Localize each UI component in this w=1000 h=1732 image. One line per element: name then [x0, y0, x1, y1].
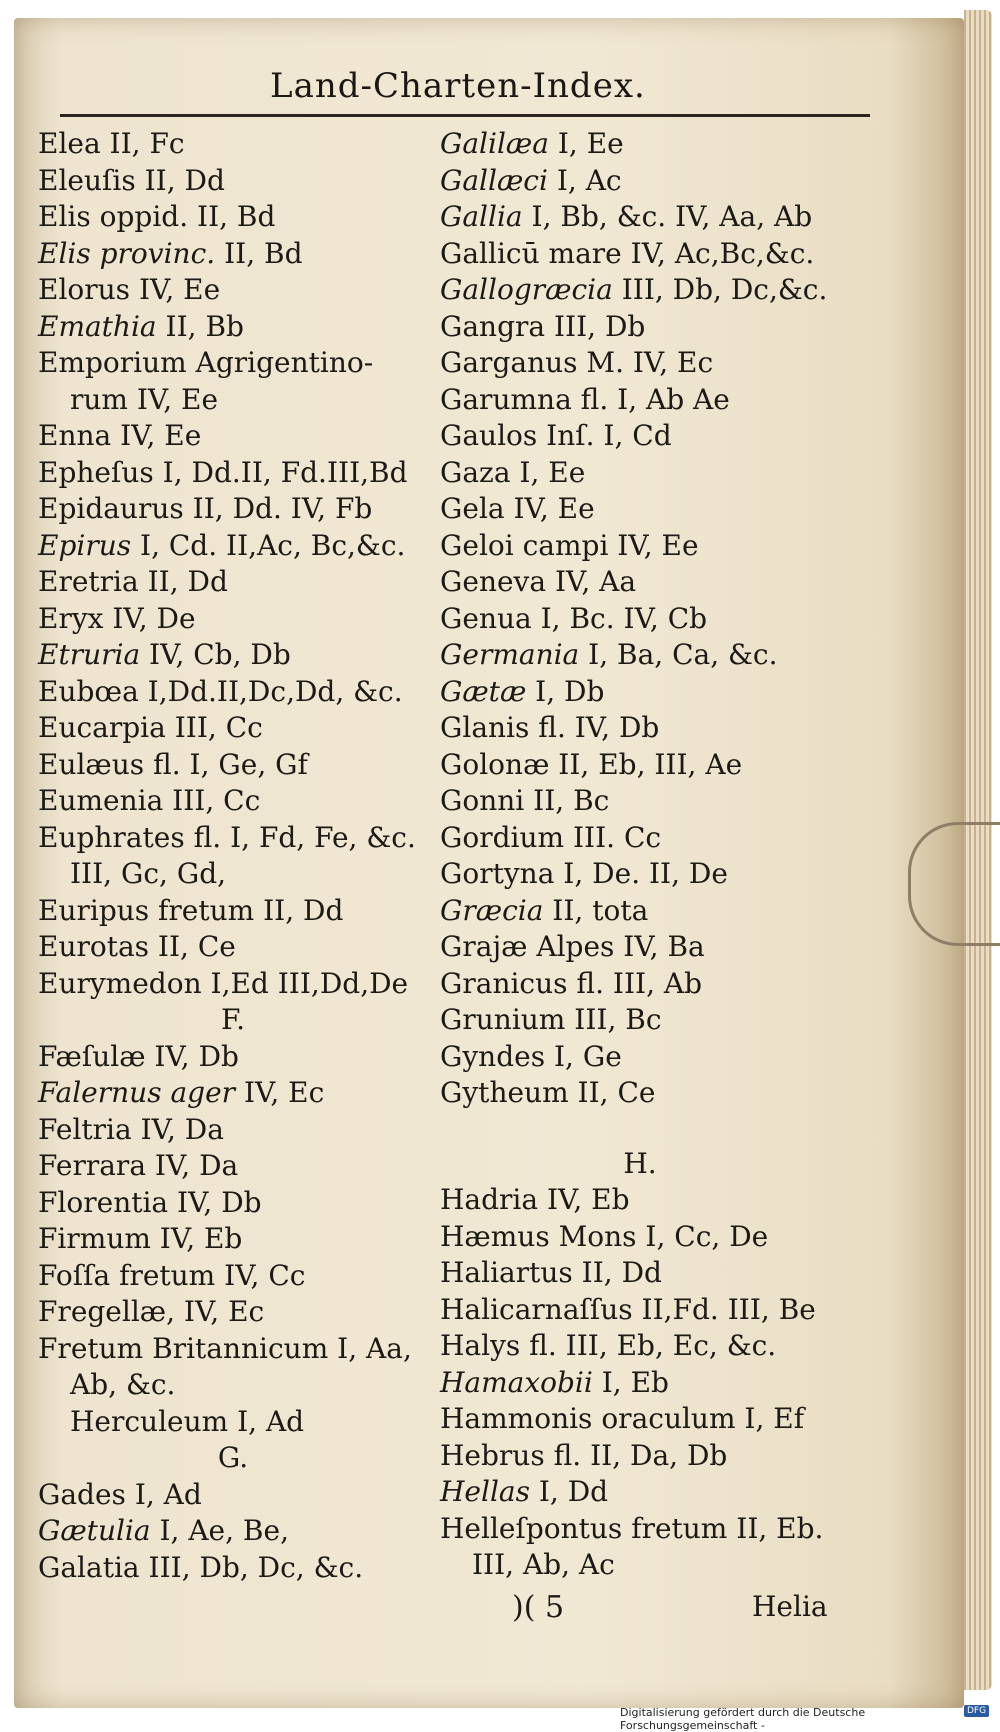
index-entry [38, 1075, 468, 1112]
index-entry [38, 966, 468, 1003]
page-clip [908, 822, 1000, 946]
entry-name-italic: Gallæci [440, 163, 548, 197]
header-rule [60, 114, 870, 117]
index-entry [38, 1221, 468, 1258]
index-entry [38, 272, 468, 309]
entry-text: Epheſus I, Dd.II, Fd.III,Bd [38, 455, 408, 489]
index-entry [38, 1477, 468, 1514]
entry-text: Eulæus fl. I, Ge, Gf [38, 747, 308, 781]
entry-text: Gyndes I, Ge [440, 1039, 622, 1073]
entry-text: Halys fl. III, Eb, Ec, &c. [440, 1329, 777, 1362]
entry-text: Garumna fl. I, Ab Ae [440, 382, 730, 416]
entry-text: Glanis fl. IV, Db [440, 711, 660, 744]
entry-text: Garganus M. IV, Ec [440, 346, 714, 379]
entry-name-italic: Græcia [440, 893, 544, 927]
index-entry [38, 382, 468, 419]
entry-text: Gaulos Inſ. I, Cd [440, 419, 672, 452]
entry-text: Eucarpia III, Cc [38, 711, 263, 744]
index-entry [38, 710, 468, 747]
entry-text: G. [217, 1441, 249, 1474]
entry-name-italic: Hamaxobii [440, 1365, 593, 1399]
index-entry [440, 528, 880, 565]
index-entry [440, 1182, 880, 1219]
index-entry [440, 236, 880, 273]
entry-text: Epidaurus II, Dd. IV, Fb [38, 492, 373, 525]
entry-text: Gallicū mare IV, Ac,Bc,&c. [440, 236, 815, 270]
entry-text: Elorus IV, Ee [38, 273, 221, 306]
catchword: Helia [752, 1590, 828, 1623]
entry-text: Fretum Britannicum I, Aa, [38, 1331, 412, 1365]
index-entry [38, 199, 468, 236]
entry-text: Eumenia III, Cc [38, 784, 261, 817]
column-gap [440, 1112, 880, 1146]
entry-text: I, Cd. II,Ac, Bc,&c. [131, 528, 406, 562]
entry-name-italic: Epirus [38, 528, 132, 562]
index-entry [38, 1331, 468, 1368]
entry-text: I, Dd [529, 1475, 609, 1508]
entry-text: Eurymedon I,Ed III,Dd,De [38, 966, 409, 1000]
index-entry [38, 528, 468, 565]
entry-text: Gytheum II, Ce [440, 1076, 656, 1109]
entry-name-italic: Elis provinc. [38, 236, 216, 270]
entry-text: Hammonis oraculum I, Ef [440, 1402, 805, 1435]
entry-text: Geneva IV, Aa [440, 565, 637, 598]
index-entry [38, 674, 468, 711]
index-entry [440, 1292, 880, 1329]
entry-text: Elea II, Fc [38, 127, 185, 160]
entry-text: Emporium Agrigentino- [38, 346, 374, 379]
entry-text: Enna IV, Ee [38, 419, 202, 452]
index-entry [38, 820, 468, 857]
index-entry [440, 491, 880, 528]
entry-text: Feltria IV, Da [38, 1112, 224, 1146]
index-entry [440, 856, 880, 893]
index-entry [38, 455, 468, 492]
entry-text: Euphrates fl. I, Fd, Fe, &c. [38, 820, 416, 854]
index-entry [440, 1511, 880, 1548]
entry-text: Hadria IV, Eb [440, 1183, 630, 1216]
signature-mark: )( 5 [512, 1590, 565, 1625]
entry-text: Herculeum I, Ad [70, 1404, 305, 1438]
entry-text: Eryx IV, De [38, 601, 196, 635]
entry-text: Grunium III, Bc [440, 1003, 662, 1036]
entry-name-italic: Falernus ager [38, 1076, 236, 1109]
entry-text: Eleuſis II, Dd [38, 163, 225, 197]
index-column-right [440, 126, 880, 1584]
index-entry [38, 637, 468, 674]
entry-text: F. [221, 1003, 245, 1036]
entry-text: Euripus fretum II, Dd [38, 893, 344, 927]
section-letter [38, 1440, 468, 1477]
entry-text: I, Ba, Ca, &c. [579, 638, 778, 671]
index-entry [38, 1039, 468, 1076]
index-entry [440, 1328, 880, 1365]
entry-text: I, Ae, Be, [150, 1514, 289, 1547]
entry-name-italic: Gallia [440, 200, 523, 233]
entry-text: Fregellæ, IV, Ec [38, 1295, 265, 1328]
entry-text: IV, Ec [235, 1076, 325, 1109]
entry-text: II, Bd [215, 236, 303, 270]
entry-text: Eubœa I,Dd.II,Dc,Dd, &c. [38, 674, 403, 708]
index-entry [440, 1255, 880, 1292]
entry-text: Gordium III. Cc [440, 820, 662, 854]
entry-text: Genua I, Bc. IV, Cb [440, 601, 708, 635]
index-entry [38, 126, 468, 163]
index-entry [440, 1401, 880, 1438]
index-entry [440, 1474, 880, 1511]
index-entry [440, 966, 880, 1003]
entry-text: Helleſpontus fretum II, Eb. [440, 1511, 824, 1545]
entry-name-italic: Gætulia [38, 1514, 151, 1547]
index-entry [38, 1294, 468, 1331]
entry-text: Gortyna I, De. II, De [440, 857, 728, 890]
index-entry [38, 1185, 468, 1222]
index-entry [440, 1547, 880, 1584]
entry-text: Ferrara IV, Da [38, 1149, 239, 1182]
index-entry [440, 272, 880, 309]
index-entry [38, 601, 468, 638]
index-entry [38, 929, 468, 966]
index-entry [38, 163, 468, 200]
index-entry [440, 1039, 880, 1076]
index-entry [38, 564, 468, 601]
entry-text: Ab, &c. [70, 1368, 176, 1401]
entry-text: Elis oppid. II, Bd [38, 200, 276, 233]
index-entry [440, 455, 880, 492]
entry-text: I, Bb, &c. IV, Aa, Ab [522, 200, 813, 233]
index-entry [440, 1075, 880, 1112]
entry-text: Firmum IV, Eb [38, 1222, 243, 1255]
entry-text: Granicus fl. III, Ab [440, 966, 703, 1000]
entry-name-italic: Emathia [38, 309, 157, 343]
entry-name-italic: Gallogræcia [440, 273, 613, 306]
index-entry [38, 1112, 468, 1149]
index-entry [440, 601, 880, 638]
index-entry [38, 1404, 468, 1441]
entry-text: Halicarnaſſus II,Fd. III, Be [440, 1292, 816, 1326]
index-entry [38, 1367, 468, 1404]
entry-text: Gades I, Ad [38, 1477, 202, 1511]
index-entry [440, 345, 880, 382]
entry-text: Eretria II, Dd [38, 565, 228, 598]
index-entry [440, 126, 880, 163]
index-entry [440, 747, 880, 784]
index-entry [440, 564, 880, 601]
entry-name-italic: Gætæ [440, 674, 527, 708]
index-entry [38, 856, 468, 893]
index-entry [440, 1002, 880, 1039]
entry-text: III, Gc, Gd, [70, 857, 227, 890]
digitization-credit: Digitalisierung gefördert durch die Deutsche Forschungsgemeinschaft - [620, 1706, 866, 1732]
index-entry [440, 199, 880, 236]
index-entry [38, 1513, 468, 1550]
entry-text: IV, Cb, Db [140, 638, 291, 671]
index-entry [440, 637, 880, 674]
page-header: Land-Charten-Index. [270, 66, 646, 106]
entry-text: Geloi campi IV, Ee [440, 528, 699, 562]
index-entry [440, 783, 880, 820]
index-entry [38, 345, 468, 382]
index-entry [440, 163, 880, 200]
entry-text: Florentia IV, Db [38, 1185, 262, 1219]
entry-text: Golonæ II, Eb, III, Ae [440, 747, 743, 781]
entry-text: II, tota [543, 893, 649, 927]
entry-text: Fæſulæ IV, Db [38, 1039, 239, 1073]
index-entry [38, 783, 468, 820]
entry-text: Gangra III, Db [440, 309, 646, 343]
index-entry [38, 418, 468, 455]
entry-text: H. [623, 1146, 657, 1180]
entry-text: I, Ee [548, 127, 624, 160]
entry-text: I, Eb [592, 1365, 669, 1399]
entry-text: Foſſa fretum IV, Cc [38, 1258, 306, 1292]
entry-text: Hæmus Mons I, Cc, De [440, 1219, 769, 1253]
index-entry [38, 747, 468, 784]
entry-text: Gela IV, Ee [440, 492, 595, 525]
entry-text: III, Ab, Ac [472, 1548, 615, 1581]
entry-text: rum IV, Ee [70, 382, 219, 416]
entry-text: Hebrus fl. II, Da, Db [440, 1438, 728, 1472]
index-entry [440, 309, 880, 346]
entry-text: Gonni II, Bc [440, 784, 610, 817]
index-entry [38, 893, 468, 930]
index-entry [440, 1219, 880, 1256]
index-entry [38, 1148, 468, 1185]
section-letter [440, 1146, 880, 1183]
index-entry [440, 929, 880, 966]
dfg-logo: DFG [964, 1705, 989, 1717]
entry-name-italic: Galilæa [440, 127, 549, 160]
index-entry [440, 710, 880, 747]
entry-text: Haliartus II, Dd [440, 1256, 662, 1289]
index-entry [440, 1365, 880, 1402]
entry-name-italic: Etruria [38, 638, 141, 671]
entry-text: II, Bb [156, 309, 244, 343]
index-entry [38, 236, 468, 273]
entry-text: Galatia III, Db, Dc, &c. [38, 1550, 364, 1584]
index-entry [38, 309, 468, 346]
index-entry [440, 1438, 880, 1475]
entry-text: Eurotas II, Ce [38, 930, 236, 963]
section-letter [38, 1002, 468, 1039]
index-entry [440, 820, 880, 857]
index-entry [440, 674, 880, 711]
index-entry [38, 1258, 468, 1295]
entry-text: I, Db [526, 674, 605, 708]
entry-text: III, Db, Dc,&c. [612, 273, 828, 306]
index-column-left [38, 126, 468, 1586]
entry-text: Grajæ Alpes IV, Ba [440, 930, 705, 963]
entry-text: Gaza I, Ee [440, 455, 586, 489]
index-entry [440, 382, 880, 419]
entry-name-italic: Hellas [440, 1475, 530, 1508]
index-entry [38, 1550, 468, 1587]
index-entry [440, 893, 880, 930]
index-entry [440, 418, 880, 455]
entry-name-italic: Germania [440, 638, 580, 671]
index-entry [38, 491, 468, 528]
entry-text: I, Ac [547, 163, 622, 197]
